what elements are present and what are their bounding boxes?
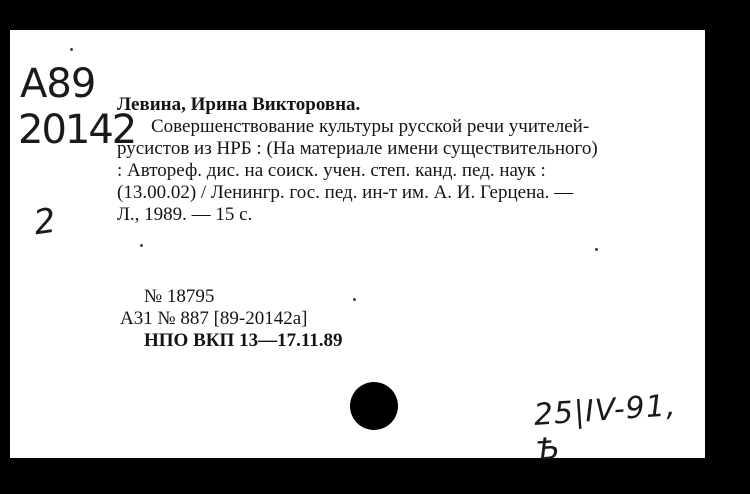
entry-line: (13.00.02) / Ленингр. гос. пед. ин-т им. А. И. Герцена. —	[117, 182, 574, 203]
stamp-line: НПО ВКП 13—17.11.89	[144, 330, 343, 351]
registration-codes	[120, 286, 343, 352]
entry-line: Совершенствование культуры русской речи учителей-	[151, 116, 590, 137]
author-name: Левина, Ирина Викторовна.	[117, 94, 361, 115]
punch-hole	[350, 382, 398, 430]
handwritten-mark: 2	[31, 200, 59, 244]
entry-line: Л., 1989. — 15 с.	[117, 204, 253, 225]
entry-line: русистов из НРБ : (На материале имени существительного)	[117, 138, 598, 159]
speck	[70, 48, 73, 51]
registration-number: № 18795	[144, 286, 215, 307]
speck	[140, 244, 143, 247]
catalog-card	[10, 30, 705, 468]
bibliographic-entry	[117, 94, 598, 226]
speck	[595, 248, 598, 251]
shelf-mark-line2: 20142	[18, 107, 136, 153]
shelf-mark-line1: А89	[20, 61, 96, 107]
handwritten-date: 25|IV-91, Ѣ	[532, 388, 678, 468]
speck	[353, 298, 356, 301]
entry-line: : Автореф. дис. на соиск. учен. степ. канд. пед. наук :	[117, 160, 546, 181]
shelf-code: А31 № 887 [89-20142а]	[120, 308, 308, 329]
